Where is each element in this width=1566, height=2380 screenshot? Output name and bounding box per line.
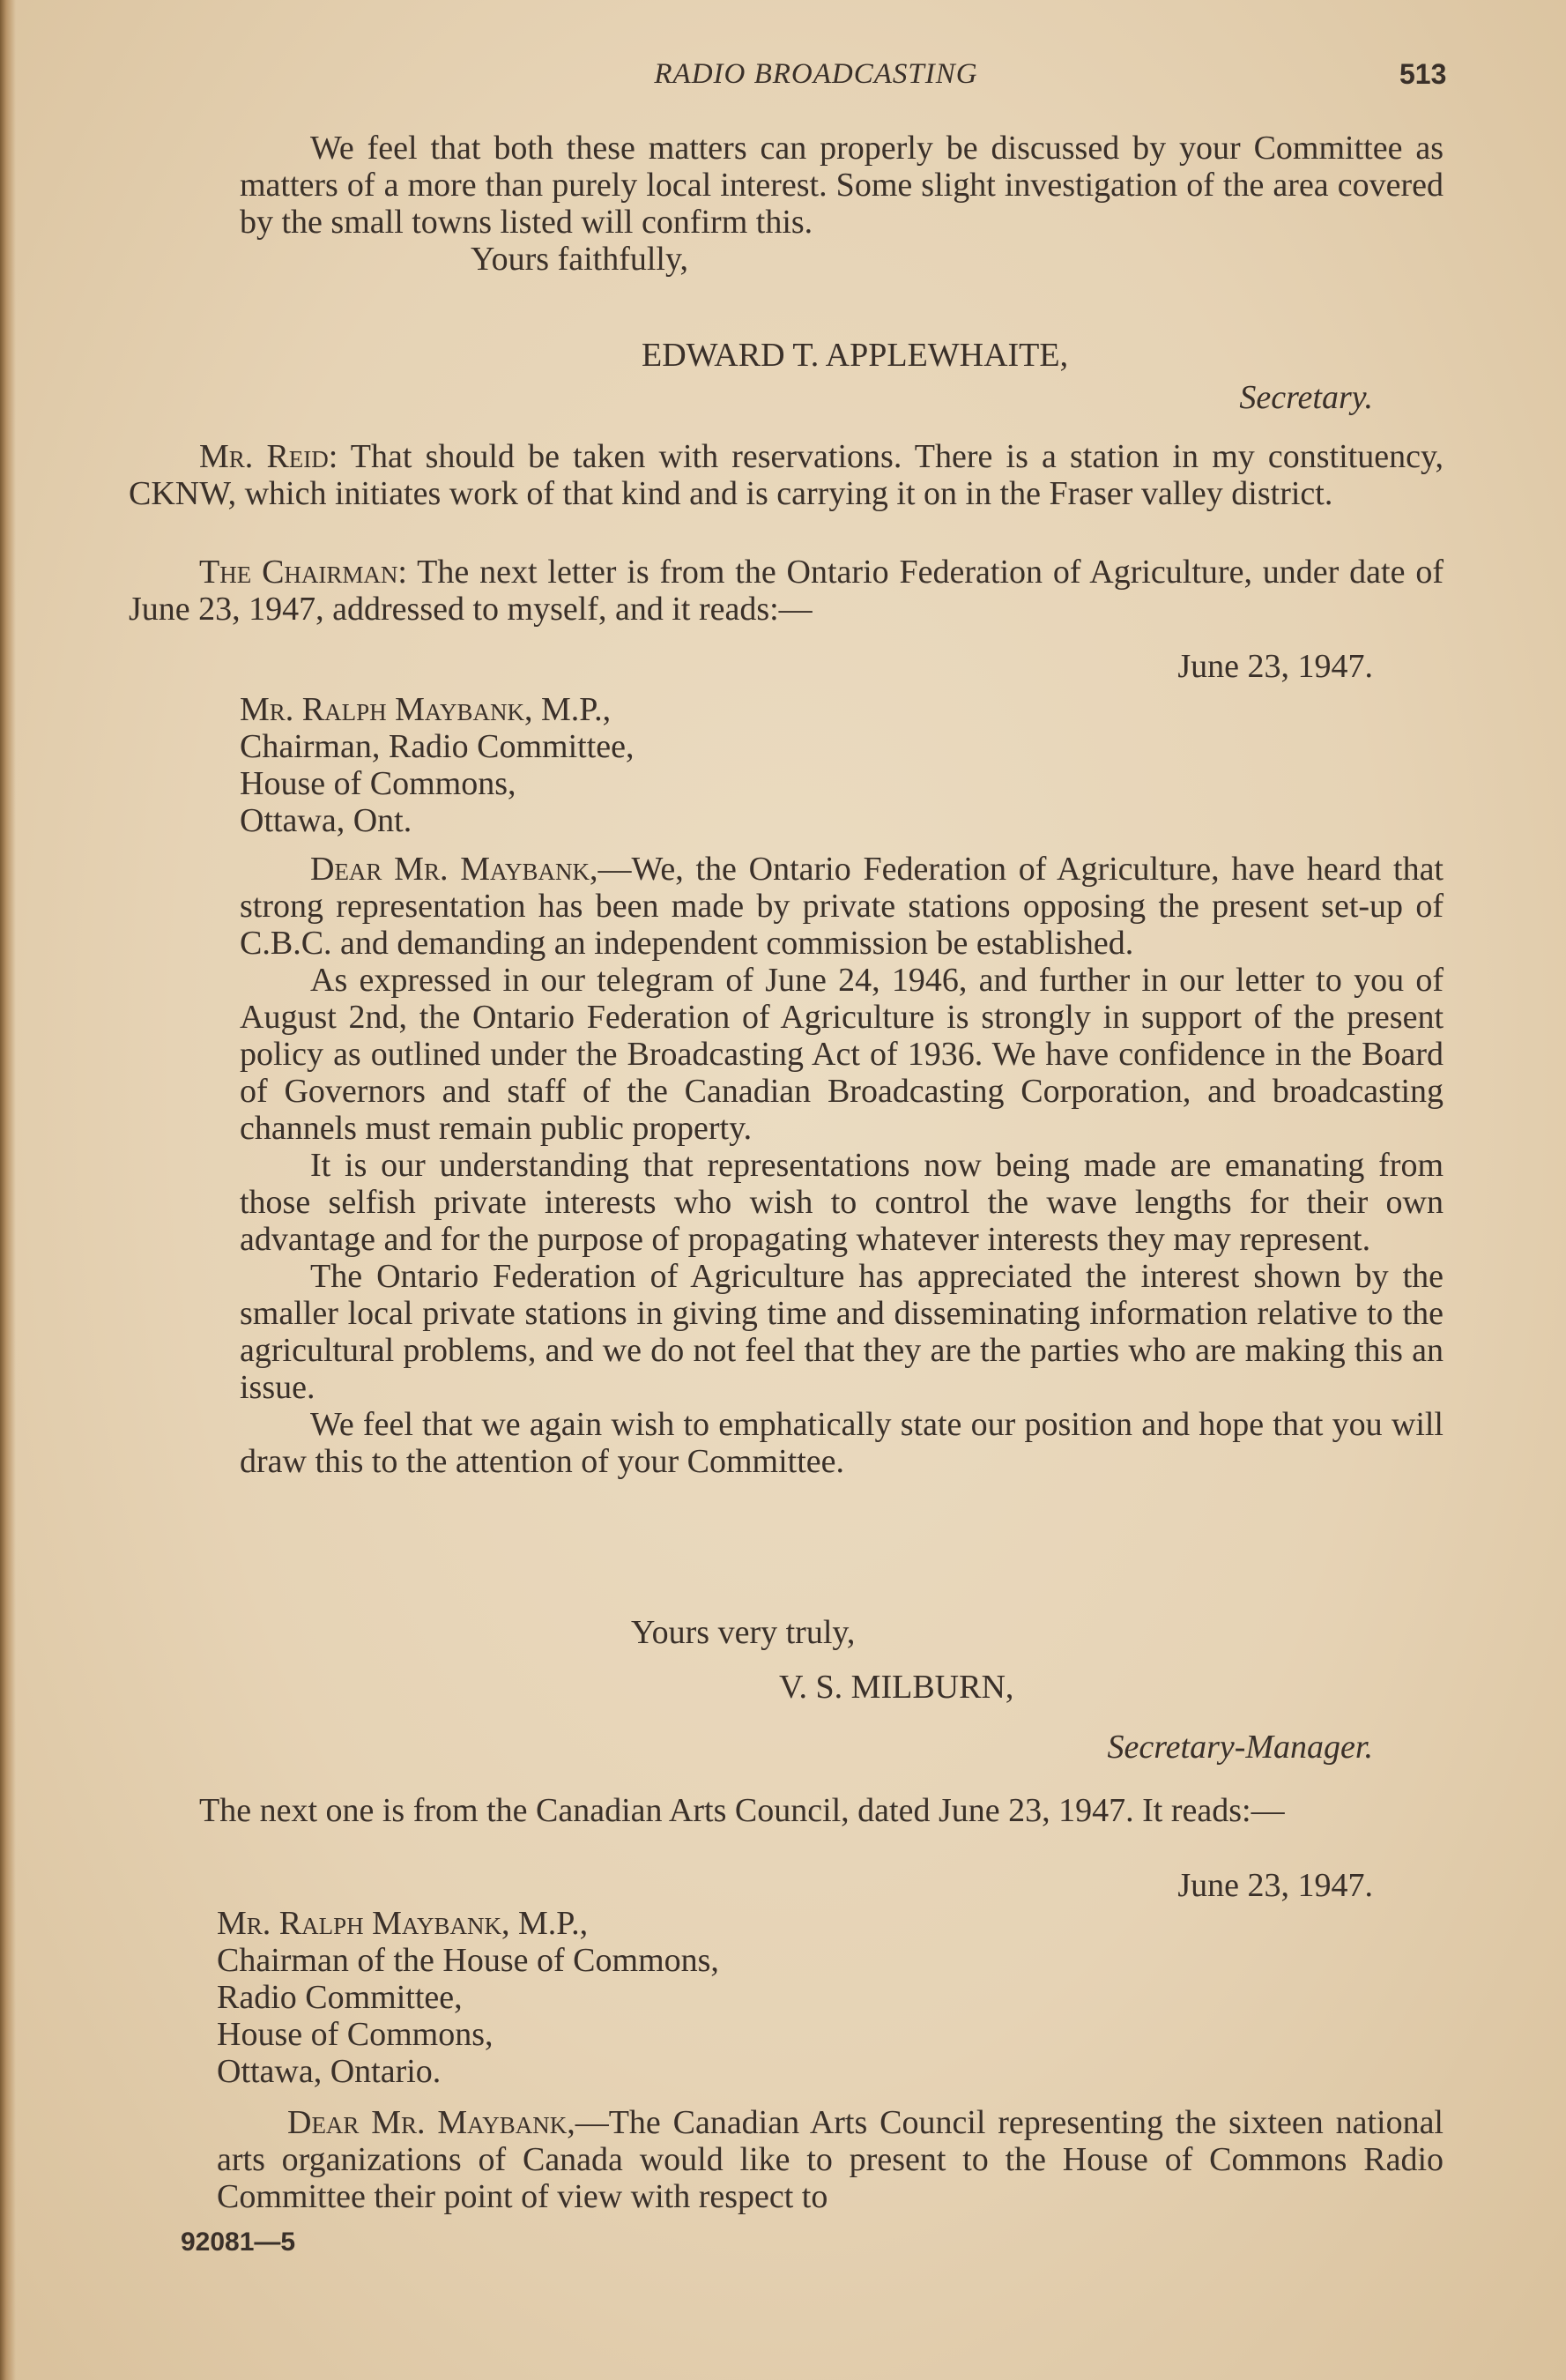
- speaker-name: The Chairman:: [199, 554, 407, 591]
- letter-body: [240, 851, 1444, 1480]
- speech-chairman-continued: [129, 1792, 1444, 1829]
- address-line: House of Commons,: [217, 2016, 494, 2053]
- paragraph: Dear Mr. Maybank,—The Canadian Arts Council representing the sixteen national arts organizations of Canada would like to present to the House of Commons Radio Committee their point of view with respect to: [217, 2104, 1444, 2215]
- paragraph: It is our understanding that representations now being made are emanating from those selfish private interests who wish to control the wave lengths for their own advantage and for the purpose of propagating whatever interests they may represent.: [240, 1147, 1444, 1258]
- address-line: Ottawa, Ontario.: [217, 2053, 442, 2090]
- letter-address: [217, 1905, 1421, 2090]
- signer-name: EDWARD T. APPLEWHAITE,: [642, 337, 1069, 374]
- address-line: Mr. Ralph Maybank, M.P.,: [217, 1905, 589, 1942]
- paragraph: We feel that both these matters can properly be discussed by your Committee as matters of a more than purely local interest. Some slight investigation of the area covered by the small towns listed will confirm this.: [240, 130, 1444, 241]
- letter-continuation: [240, 130, 1444, 278]
- closing: Yours very truly,: [631, 1614, 856, 1651]
- letter-address: [240, 691, 1444, 839]
- page-number: 513: [1399, 58, 1447, 90]
- page-header: [0, 58, 1566, 102]
- speech-reid: [129, 438, 1444, 512]
- letter-date: June 23, 1947.: [1177, 1867, 1373, 1904]
- running-title: RADIO BROADCASTING: [654, 58, 978, 90]
- signer-title: Secretary-Manager.: [1107, 1729, 1373, 1766]
- paragraph: As expressed in our telegram of June 24, 1946, and further in our letter to you of August 2nd, the Ontario Federation of Agriculture is strongly in support of the present policy as outlined under the Broadcasting Act of 1936. We have confidence in the Board of Governors and staff of the Canadian Broadcasting Corporation, and broadcasting channels must remain public property.: [240, 962, 1444, 1147]
- speech-text: The next one is from the Canadian Arts Council, dated June 23, 1947. It reads:—: [199, 1792, 1285, 1829]
- salutation: Dear Mr. Maybank,: [310, 851, 598, 888]
- paragraph: We feel that we again wish to emphatically state our position and hope that you will draw this to the attention of your Committee.: [240, 1406, 1444, 1480]
- address-line: House of Commons,: [240, 765, 516, 802]
- address-line: Radio Committee,: [217, 1979, 463, 2016]
- address-line: Chairman, Radio Committee,: [240, 728, 635, 765]
- signature-code: 92081—5: [181, 2228, 296, 2257]
- letter-body: [217, 2104, 1444, 2215]
- speech-text: The next letter is from the Ontario Federation of Agriculture, under date of June 23, 1947, addressed to myself, and it reads:—: [129, 554, 1444, 628]
- paragraph: The Ontario Federation of Agriculture has appreciated the interest shown by the smaller local private stations in giving time and disseminating information relative to the agricultural problems, and we do not feel that they are the parties who are making this an issue.: [240, 1258, 1444, 1406]
- speech-chairman: [129, 554, 1444, 628]
- salutation: Dear Mr. Maybank,: [287, 2104, 575, 2141]
- address-line: Mr. Ralph Maybank, M.P.,: [240, 691, 612, 728]
- speaker-name: Mr. Reid:: [199, 438, 338, 475]
- speech-text: That should be taken with reservations. There is a station in my constituency, CKNW, which initiates work of that kind and is carrying it on in the Fraser valley district.: [129, 438, 1444, 512]
- signer-title: Secretary.: [1239, 379, 1373, 416]
- address-line: Chairman of the House of Commons,: [217, 1942, 719, 1979]
- paragraph: Dear Mr. Maybank,—We, the Ontario Federation of Agriculture, have heard that strong representation has been made by private stations opposing the present set-up of C.B.C. and demanding an independent commission be established.: [240, 851, 1444, 962]
- closing: Yours faithfully,: [471, 241, 689, 278]
- address-line: Ottawa, Ont.: [240, 802, 412, 839]
- page-binding-edge: [0, 0, 16, 2380]
- letter-date: June 23, 1947.: [1177, 648, 1373, 685]
- signer-name: V. S. MILBURN,: [779, 1669, 1014, 1706]
